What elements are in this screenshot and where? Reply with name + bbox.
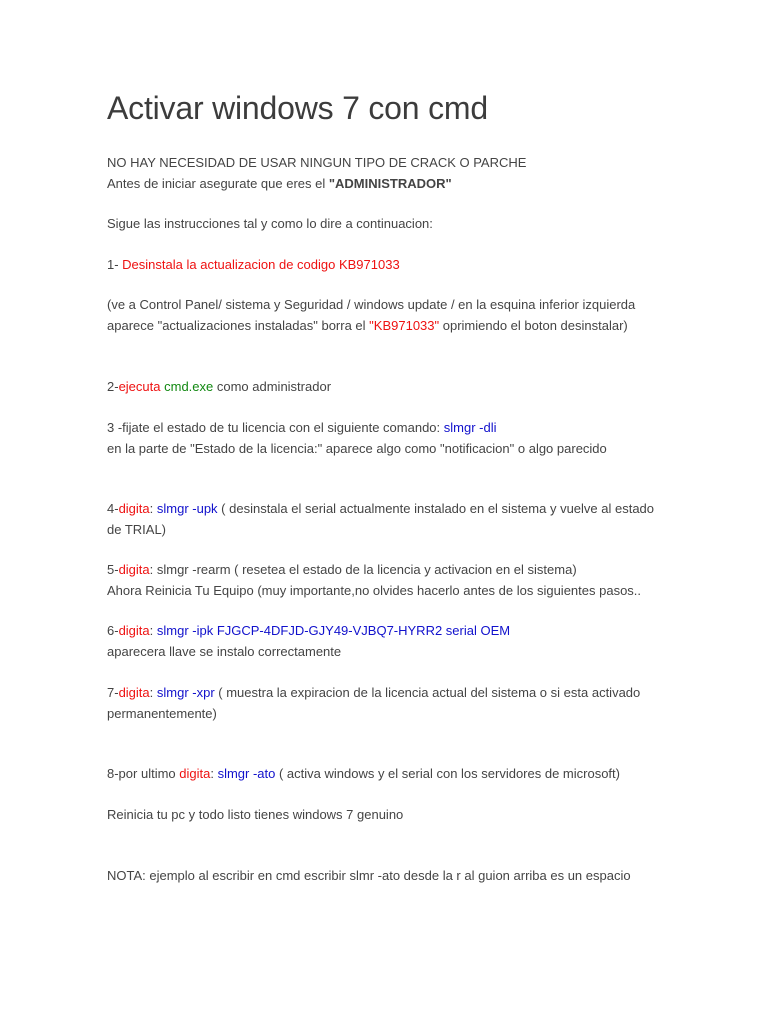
step-1	[107, 254, 687, 275]
note-text: NOTA: ejemplo al escribir en cmd escribir slmr -ato desde la r al guion arriba es un espacio	[107, 868, 631, 883]
intro-paragraph	[107, 152, 687, 194]
step-6-number: 6-	[107, 623, 119, 638]
step-8-number: 8-por ultimo	[107, 766, 180, 781]
step-3-command: slmgr -dli	[443, 420, 497, 435]
step-6-line-2: aparecera llave se instalo correctamente	[107, 644, 342, 659]
intro-line-1: NO HAY NECESIDAD DE USAR NINGUN TIPO DE CRACK O PARCHE	[107, 155, 527, 170]
instructions-lead-text: Sigue las instrucciones tal y como lo dire a continuacion:	[107, 216, 433, 231]
step-6-line-1	[107, 620, 687, 641]
step-8-command: slmgr -ato	[217, 766, 276, 781]
step-5-verb: digita	[118, 562, 150, 577]
step-3	[107, 417, 687, 459]
step-2-line	[107, 376, 687, 397]
step-4-number: 4-	[107, 501, 119, 516]
step-8	[107, 763, 687, 784]
closing-text: Reinicia tu pc y todo listo tienes windows 7 genuino	[107, 807, 404, 822]
step-1-detail	[107, 294, 687, 336]
step-8-rest: ( activa windows y el serial con los servidores de microsoft)	[275, 766, 620, 781]
instructions-lead	[107, 213, 687, 234]
step-2-command: cmd.exe	[164, 379, 214, 394]
step-3-line-1	[107, 417, 687, 438]
administrador-emphasis: "ADMINISTRADOR"	[328, 176, 452, 191]
step-4-line-2: de TRIAL)	[107, 522, 167, 537]
intro-line-2-text: Antes de iniciar asegurate que eres el	[107, 176, 329, 191]
step-2-verb: ejecuta	[118, 379, 161, 394]
step-1-line	[107, 254, 687, 275]
step-5-rest: : slmgr -rearm ( resetea el estado de la licencia y activacion en el sistema)	[149, 562, 577, 577]
kb-code: "KB971033"	[369, 318, 440, 333]
note-paragraph	[107, 865, 687, 886]
step-7-number: 7-	[107, 685, 119, 700]
step-2	[107, 376, 687, 397]
step-6-verb: digita	[118, 623, 150, 638]
step-6-colon: :	[149, 623, 157, 638]
step-3-text: 3 -fijate el estado de tu licencia con el siguiente comando:	[107, 420, 444, 435]
step-1-detail-text-a: aparece "actualizaciones instaladas" borra el	[107, 318, 370, 333]
step-5-line-2: Ahora Reinicia Tu Equipo (muy importante,no olvides hacerlo antes de los siguientes pasos..	[107, 583, 642, 598]
step-2-number: 2-	[107, 379, 119, 394]
step-2-rest: como administrador	[213, 379, 332, 394]
page-title: Activar windows 7 con cmd	[107, 90, 488, 126]
step-7-verb: digita	[118, 685, 150, 700]
step-4-command: slmgr -upk	[156, 501, 218, 516]
step-1-detail-text-b: oprimiendo el boton desinstalar)	[439, 318, 628, 333]
step-7	[107, 682, 687, 724]
step-7-rest: ( muestra la expiracion de la licencia actual del sistema o si esta activado	[214, 685, 641, 700]
step-4-rest: ( desinstala el serial actualmente instalado en el sistema y vuelve al estado	[217, 501, 655, 516]
step-6	[107, 620, 687, 662]
step-5	[107, 559, 687, 601]
step-5-number: 5-	[107, 562, 119, 577]
step-1-text: Desinstala la actualizacion de codigo KB971033	[122, 257, 400, 272]
step-4-colon: :	[149, 501, 157, 516]
intro-line-2	[107, 173, 687, 194]
step-3-line-2: en la parte de "Estado de la licencia:" aparece algo como "notificacion" o algo parecido	[107, 441, 607, 456]
step-4-verb: digita	[118, 501, 150, 516]
step-8-line	[107, 763, 687, 784]
closing-paragraph	[107, 804, 687, 825]
step-8-verb: digita	[179, 766, 211, 781]
step-1-number: 1-	[107, 257, 123, 272]
step-7-command: slmgr -xpr	[156, 685, 215, 700]
step-8-colon: :	[210, 766, 218, 781]
step-4-line-1	[107, 498, 687, 519]
step-7-line-1	[107, 682, 687, 703]
step-5-line-1	[107, 559, 687, 580]
step-1-detail-line-2	[107, 315, 687, 336]
step-7-line-2: permanentemente)	[107, 706, 217, 721]
step-4	[107, 498, 687, 540]
step-6-command: slmgr -ipk FJGCP-4DFJD-GJY49-VJBQ7-HYRR2 serial OEM	[156, 623, 511, 638]
step-1-detail-line-1: (ve a Control Panel/ sistema y Seguridad / windows update / en la esquina inferior izquierda	[107, 297, 636, 312]
step-7-colon: :	[149, 685, 157, 700]
